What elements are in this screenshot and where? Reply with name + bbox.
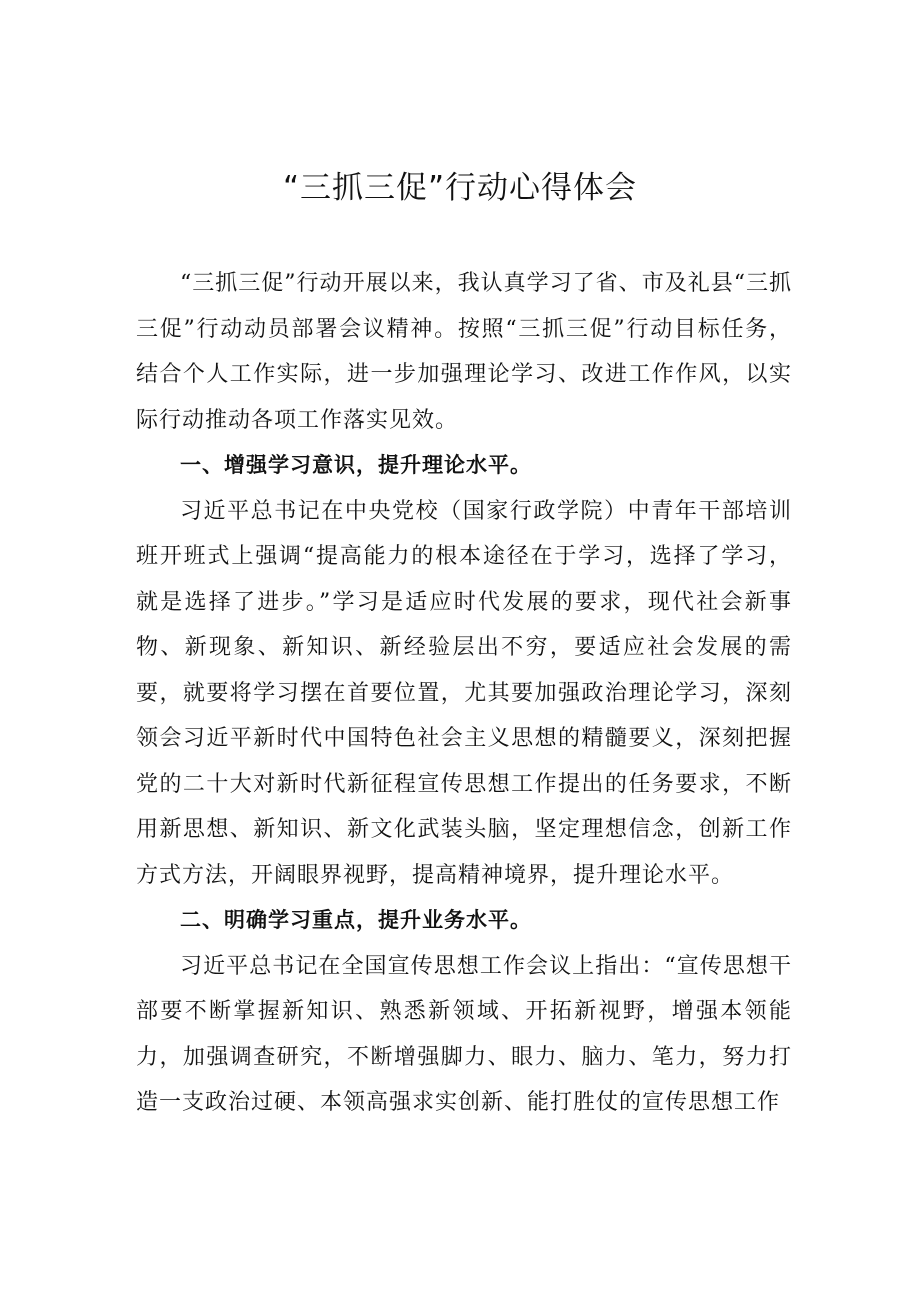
document-title: “三抓三促”行动心得体会	[282, 170, 638, 206]
section-2-paragraph: 习近平总书记在全国宣传思想工作会议上指出：“宣传思想干部要不断掌握新知识、熟悉新领域、开拓新视野，增强本领能力，加强调查研究，不断增强脚力、眼力、脑力、笔力，努力打造一支政治过硬、本领高强求实创新、能打胜仗的宣传思想工作	[136, 953, 792, 1115]
intro-paragraph: “三抓三促”行动开展以来，我认真学习了省、市及礼县“三抓三促”行动动员部署会议精神。按照“三抓三促”行动目标任务，结合个人工作实际，进一步加强理论学习、改进工作作风，以实际行动推动各项工作落实见效。	[136, 271, 792, 433]
section-2-heading: 二、明确学习重点，提升业务水平。	[180, 908, 532, 932]
document-body	[136, 261, 792, 1126]
section-1-heading: 一、增强学习意识，提升理论水平。	[180, 453, 532, 477]
section-1-paragraph: 习近平总书记在中央党校（国家行政学院）中青年干部培训班开班式上强调“提高能力的根本途径在于学习，选择了学习，就是选择了进步。”学习是适应时代发展的要求，现代社会新事物、新现象、新知识、新经验层出不穷，要适应社会发展的需要，就要将学习摆在首要位置，尤其要加强政治理论学习，深刻领会习近平新时代中国特色社会主义思想的精髓要义，深刻把握党的二十大对新时代新征程宣传思想工作提出的任务要求，不断用新思想、新知识、新文化武装头脑，坚定理想信念，创新工作方式方法，开阔眼界视野，提高精神境界，提升理论水平。	[136, 498, 792, 888]
